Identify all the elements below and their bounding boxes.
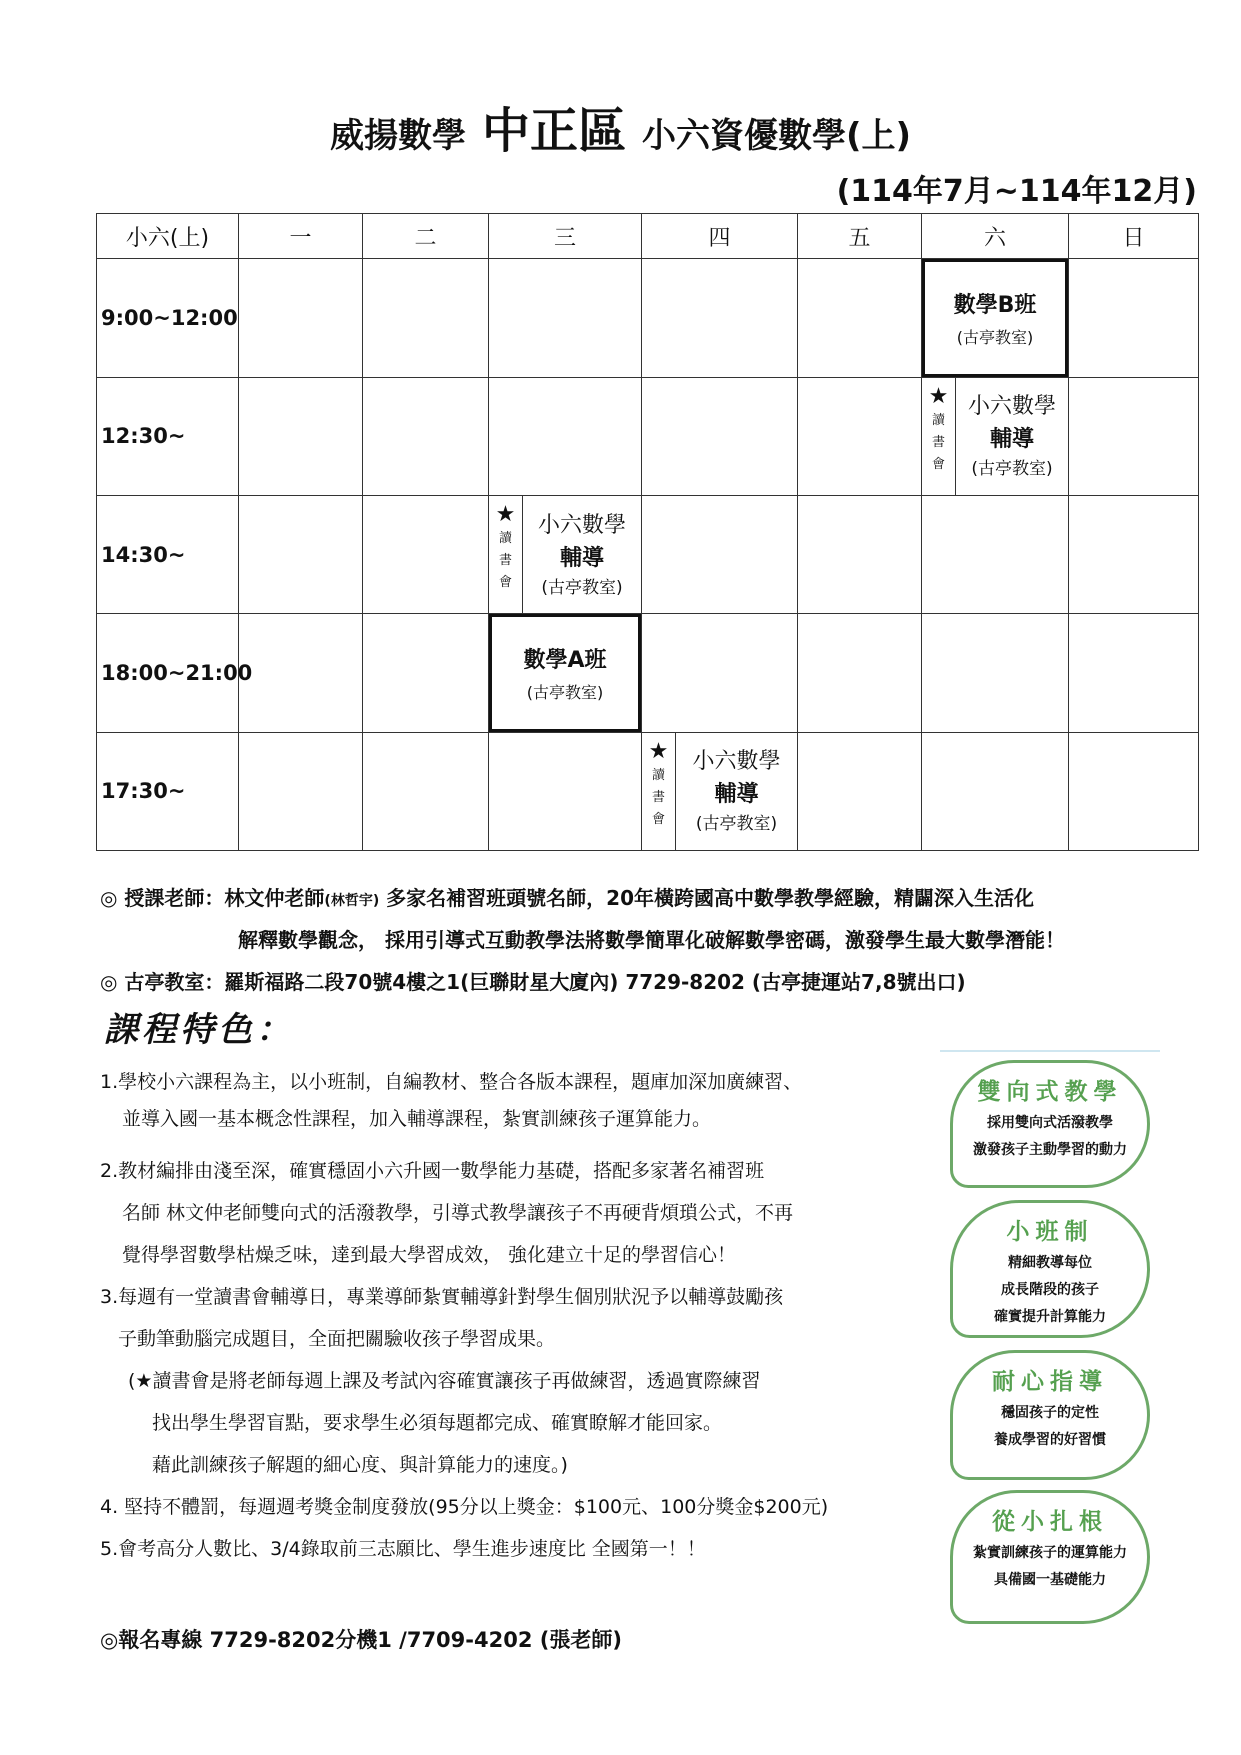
star-icon: ★	[648, 738, 669, 764]
day-tue: 二	[363, 214, 489, 259]
time-cell: 18:00~21:00	[97, 614, 239, 732]
feature-line: 2.教材編排由淺至深，確實穩固小六升國一數學能力基礎，搭配多家著名補習班	[100, 1160, 765, 1182]
feature-line: 1.學校小六課程為主，以小班制，自編教材、整合各版本課程，題庫加深加廣練習、	[100, 1071, 803, 1093]
feature-line: 3.每週有一堂讀書會輔導日，專業導師紮實輔導針對學生個別狀況予以輔導鼓勵孩	[100, 1286, 784, 1308]
feature-line: 找出學生學習盲點，要求學生必須每題都完成、確實瞭解才能回家。	[152, 1412, 723, 1434]
time-cell: 9:00~12:00	[97, 259, 239, 377]
feature-line: 藉此訓練孩子解題的細心度、與計算能力的速度。)	[152, 1454, 568, 1476]
tutor-wed: ★ 讀 書 會 小六數學 輔導 (古亭教室)	[489, 496, 641, 613]
corner-cell: 小六(上)	[97, 214, 239, 259]
row-1230	[97, 377, 1199, 495]
location-info: ◎ 古亭教室：羅斯福路二段70號4樓之1(巨聯財星大廈內) 7729-8202 (古亭捷運站7,8號出口)	[100, 970, 966, 994]
feature-line: 覺得學習數學枯燥乏味，達到最大學習成效， 強化建立十足的學習信心！	[122, 1244, 737, 1266]
bubble-title: 雙向式教學	[977, 1079, 1123, 1105]
class-b-room: (古亭教室)	[956, 327, 1034, 347]
reading-club-label: ★ 讀 書 會	[489, 496, 523, 613]
feature-bubble: 從小扎根 紮實訓練孩子的運算能力 具備國一基礎能力	[950, 1490, 1150, 1624]
feature-line: 並導入國一基本概念性課程，加入輔導課程，紮實訓練孩子運算能力。	[122, 1108, 712, 1130]
bubble-title: 小班制	[1006, 1219, 1094, 1245]
feature-line: 名師 林文仲老師雙向式的活潑教學，引導式教學讓孩子不再硬背煩瑣公式，不再	[122, 1202, 794, 1224]
bubble-title: 從小扎根	[992, 1509, 1108, 1535]
reading-club-label: ★ 讀 書 會	[922, 378, 956, 495]
time-cell: 17:30~	[97, 732, 239, 850]
signup-hotline: ◎報名專線 7729-8202分機1 /7709-4202 (張老師)	[100, 1628, 622, 1652]
teacher-info: ◎ 授課老師：林文仲老師(林哲宇) 多家名補習班頭號名師，20年橫跨國高中數學教學經驗，精闢深入生活化	[100, 886, 1035, 910]
divider	[940, 1050, 1160, 1052]
schedule-table	[96, 213, 1199, 851]
feature-line: (★讀書會是將老師每週上課及考試內容確實讓孩子再做練習，透過實際練習	[128, 1370, 761, 1392]
time-cell: 12:30~	[97, 377, 239, 495]
feature-line: 子動筆動腦完成題目，全面把關驗收孩子學習成果。	[118, 1328, 556, 1350]
day-wed: 三	[489, 214, 642, 259]
tutor-sat: ★ 讀 書 會 小六數學 輔導 (古亭教室)	[922, 378, 1068, 495]
period: (114年7月~114年12月)	[836, 174, 1197, 209]
feature-line: 5.會考高分人數比、3/4錄取前三志願比、學生進步速度比 全國第一！！	[100, 1538, 706, 1560]
reading-club-label: ★ 讀 書 會	[642, 733, 676, 850]
day-fri: 五	[798, 214, 922, 259]
features-title: 課程特色：	[104, 1010, 294, 1050]
class-a-box	[489, 614, 641, 731]
class-b-name: 數學B班	[953, 292, 1037, 318]
class-a-room: (古亭教室)	[526, 682, 604, 702]
row-1730	[97, 732, 1199, 850]
row-1800	[97, 614, 1199, 732]
page-title	[0, 92, 1241, 161]
feature-bubble: 小班制 精細教導每位 成長階段的孩子 確實提升計算能力	[950, 1200, 1150, 1338]
tutor-thu: ★ 讀 書 會 小六數學 輔導 (古亭教室)	[642, 733, 797, 850]
bubble-title: 耐心指導	[992, 1369, 1108, 1395]
day-thu: 四	[642, 214, 798, 259]
feature-line: 4. 堅持不體罰，每週週考獎金制度發放(95分以上獎金：$100元、100分獎金$200元)	[100, 1496, 829, 1518]
day-sat: 六	[922, 214, 1069, 259]
class-b-box	[922, 259, 1068, 376]
feature-bubble: 耐心指導 穩固孩子的定性 養成學習的好習慣	[950, 1350, 1150, 1480]
star-icon: ★	[495, 501, 516, 527]
title-course: 小六資優數學(上)	[641, 116, 912, 156]
day-sun: 日	[1069, 214, 1199, 259]
title-prefix: 威揚數學	[329, 116, 466, 156]
star-icon: ★	[928, 383, 949, 409]
day-mon: 一	[239, 214, 363, 259]
header-row	[97, 214, 1199, 259]
title-district: 中正區	[481, 103, 626, 159]
row-0900	[97, 259, 1199, 377]
row-1430	[97, 495, 1199, 613]
feature-bubble: 雙向式教學 採用雙向式活潑教學 激發孩子主動學習的動力	[950, 1060, 1150, 1188]
time-cell: 14:30~	[97, 495, 239, 613]
class-a-name: 數學A班	[523, 647, 607, 673]
teacher-desc: 解釋數學觀念， 採用引導式互動教學法將數學簡單化破解數學密碼，激發學生最大數學潛能！	[238, 928, 1065, 952]
